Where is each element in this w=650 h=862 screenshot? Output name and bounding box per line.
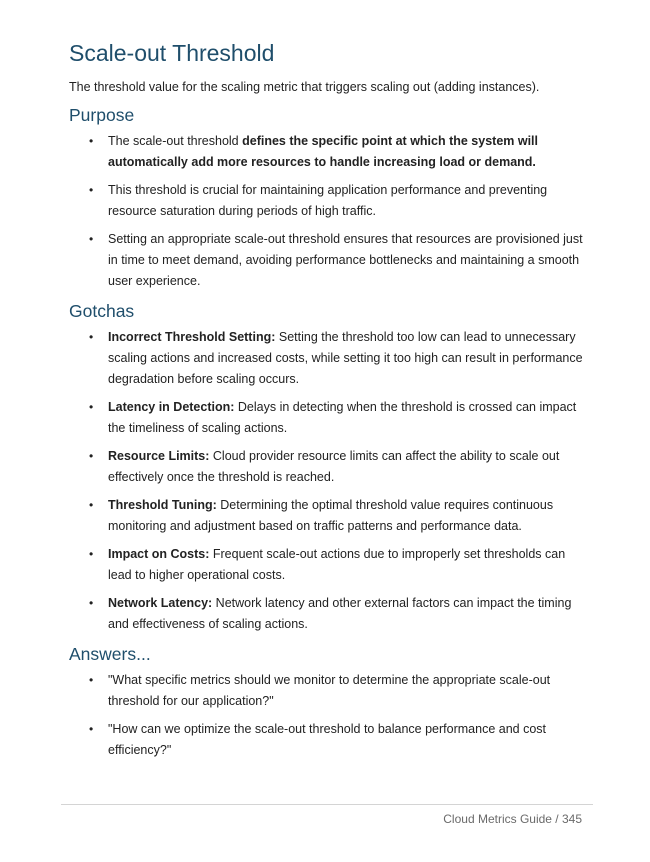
gotcha-term: Incorrect Threshold Setting: [108, 330, 276, 344]
bullet-icon: • [89, 400, 94, 414]
bullet-icon: • [89, 232, 94, 246]
page-title: Scale-out Threshold [69, 40, 275, 66]
list-item [69, 495, 589, 537]
gotcha-text: Determining the optimal threshold value requires continuous monitoring and adjustment based on traffic patterns and performance data. [108, 498, 554, 533]
list-item [69, 544, 589, 586]
gotcha-term: Resource Limits: [108, 449, 210, 463]
gotcha-term: Latency in Detection: [108, 400, 235, 414]
page-footer: Cloud Metrics Guide / 345 [443, 812, 582, 826]
answer-text: "What specific metrics should we monitor to determine the appropriate scale-out threshold for our application?" [108, 673, 551, 708]
purpose-item-text: The scale-out threshold [108, 134, 243, 148]
purpose-heading: Purpose [69, 105, 135, 125]
list-item [69, 670, 589, 712]
list-item [69, 131, 589, 173]
gotcha-text: Network latency and other external factors can impact the timing and effectiveness of scaling actions. [108, 596, 572, 631]
bullet-icon: • [89, 673, 94, 687]
answers-heading: Answers... [69, 644, 151, 664]
bullet-icon: • [89, 498, 94, 512]
gotcha-term: Threshold Tuning: [108, 498, 217, 512]
bullet-icon: • [89, 547, 94, 561]
list-item [69, 593, 589, 635]
gotcha-text: Delays in detecting when the threshold is crossed can impact the timeliness of scaling actions. [108, 400, 577, 435]
document-page [69, 38, 589, 768]
gotchas-heading: Gotchas [69, 301, 135, 321]
intro-text: The threshold value for the scaling metric that triggers scaling out (adding instances). [69, 80, 540, 94]
purpose-item-text: Setting an appropriate scale-out threshold ensures that resources are provisioned just in time to meet demand, avoiding performance bottlenecks and maintaining a smooth user experience. [108, 232, 583, 288]
answers-list [69, 670, 589, 761]
bullet-icon: • [89, 330, 94, 344]
answer-text: "How can we optimize the scale-out threshold to balance performance and cost efficiency?" [108, 722, 547, 757]
list-item [69, 180, 589, 222]
gotchas-list [69, 327, 589, 635]
bullet-icon: • [89, 183, 94, 197]
gotcha-term: Network Latency: [108, 596, 213, 610]
footer-divider [61, 804, 593, 805]
bullet-icon: • [89, 134, 94, 148]
bullet-icon: • [89, 449, 94, 463]
purpose-item-text: This threshold is crucial for maintaining application performance and preventing resource saturation during periods of high traffic. [108, 183, 548, 218]
bullet-icon: • [89, 722, 94, 736]
list-item [69, 397, 589, 439]
list-item [69, 446, 589, 488]
gotcha-text: Setting the threshold too low can lead to unnecessary scaling actions and increased costs, while setting it too high can result in performance degradation before scaling occurs. [108, 330, 583, 386]
purpose-item-bold: defines the specific point at which the system will automatically add more resources to handle increasing load or demand. [108, 134, 539, 169]
list-item [69, 719, 589, 761]
bullet-icon: • [89, 596, 94, 610]
gotcha-term: Impact on Costs: [108, 547, 210, 561]
purpose-list [69, 131, 589, 292]
list-item [69, 327, 589, 390]
gotcha-text: Frequent scale-out actions due to improperly set thresholds can lead to higher operational costs. [108, 547, 566, 582]
gotcha-text: Cloud provider resource limits can affect the ability to scale out effectively once the threshold is reached. [108, 449, 560, 484]
list-item [69, 229, 589, 292]
